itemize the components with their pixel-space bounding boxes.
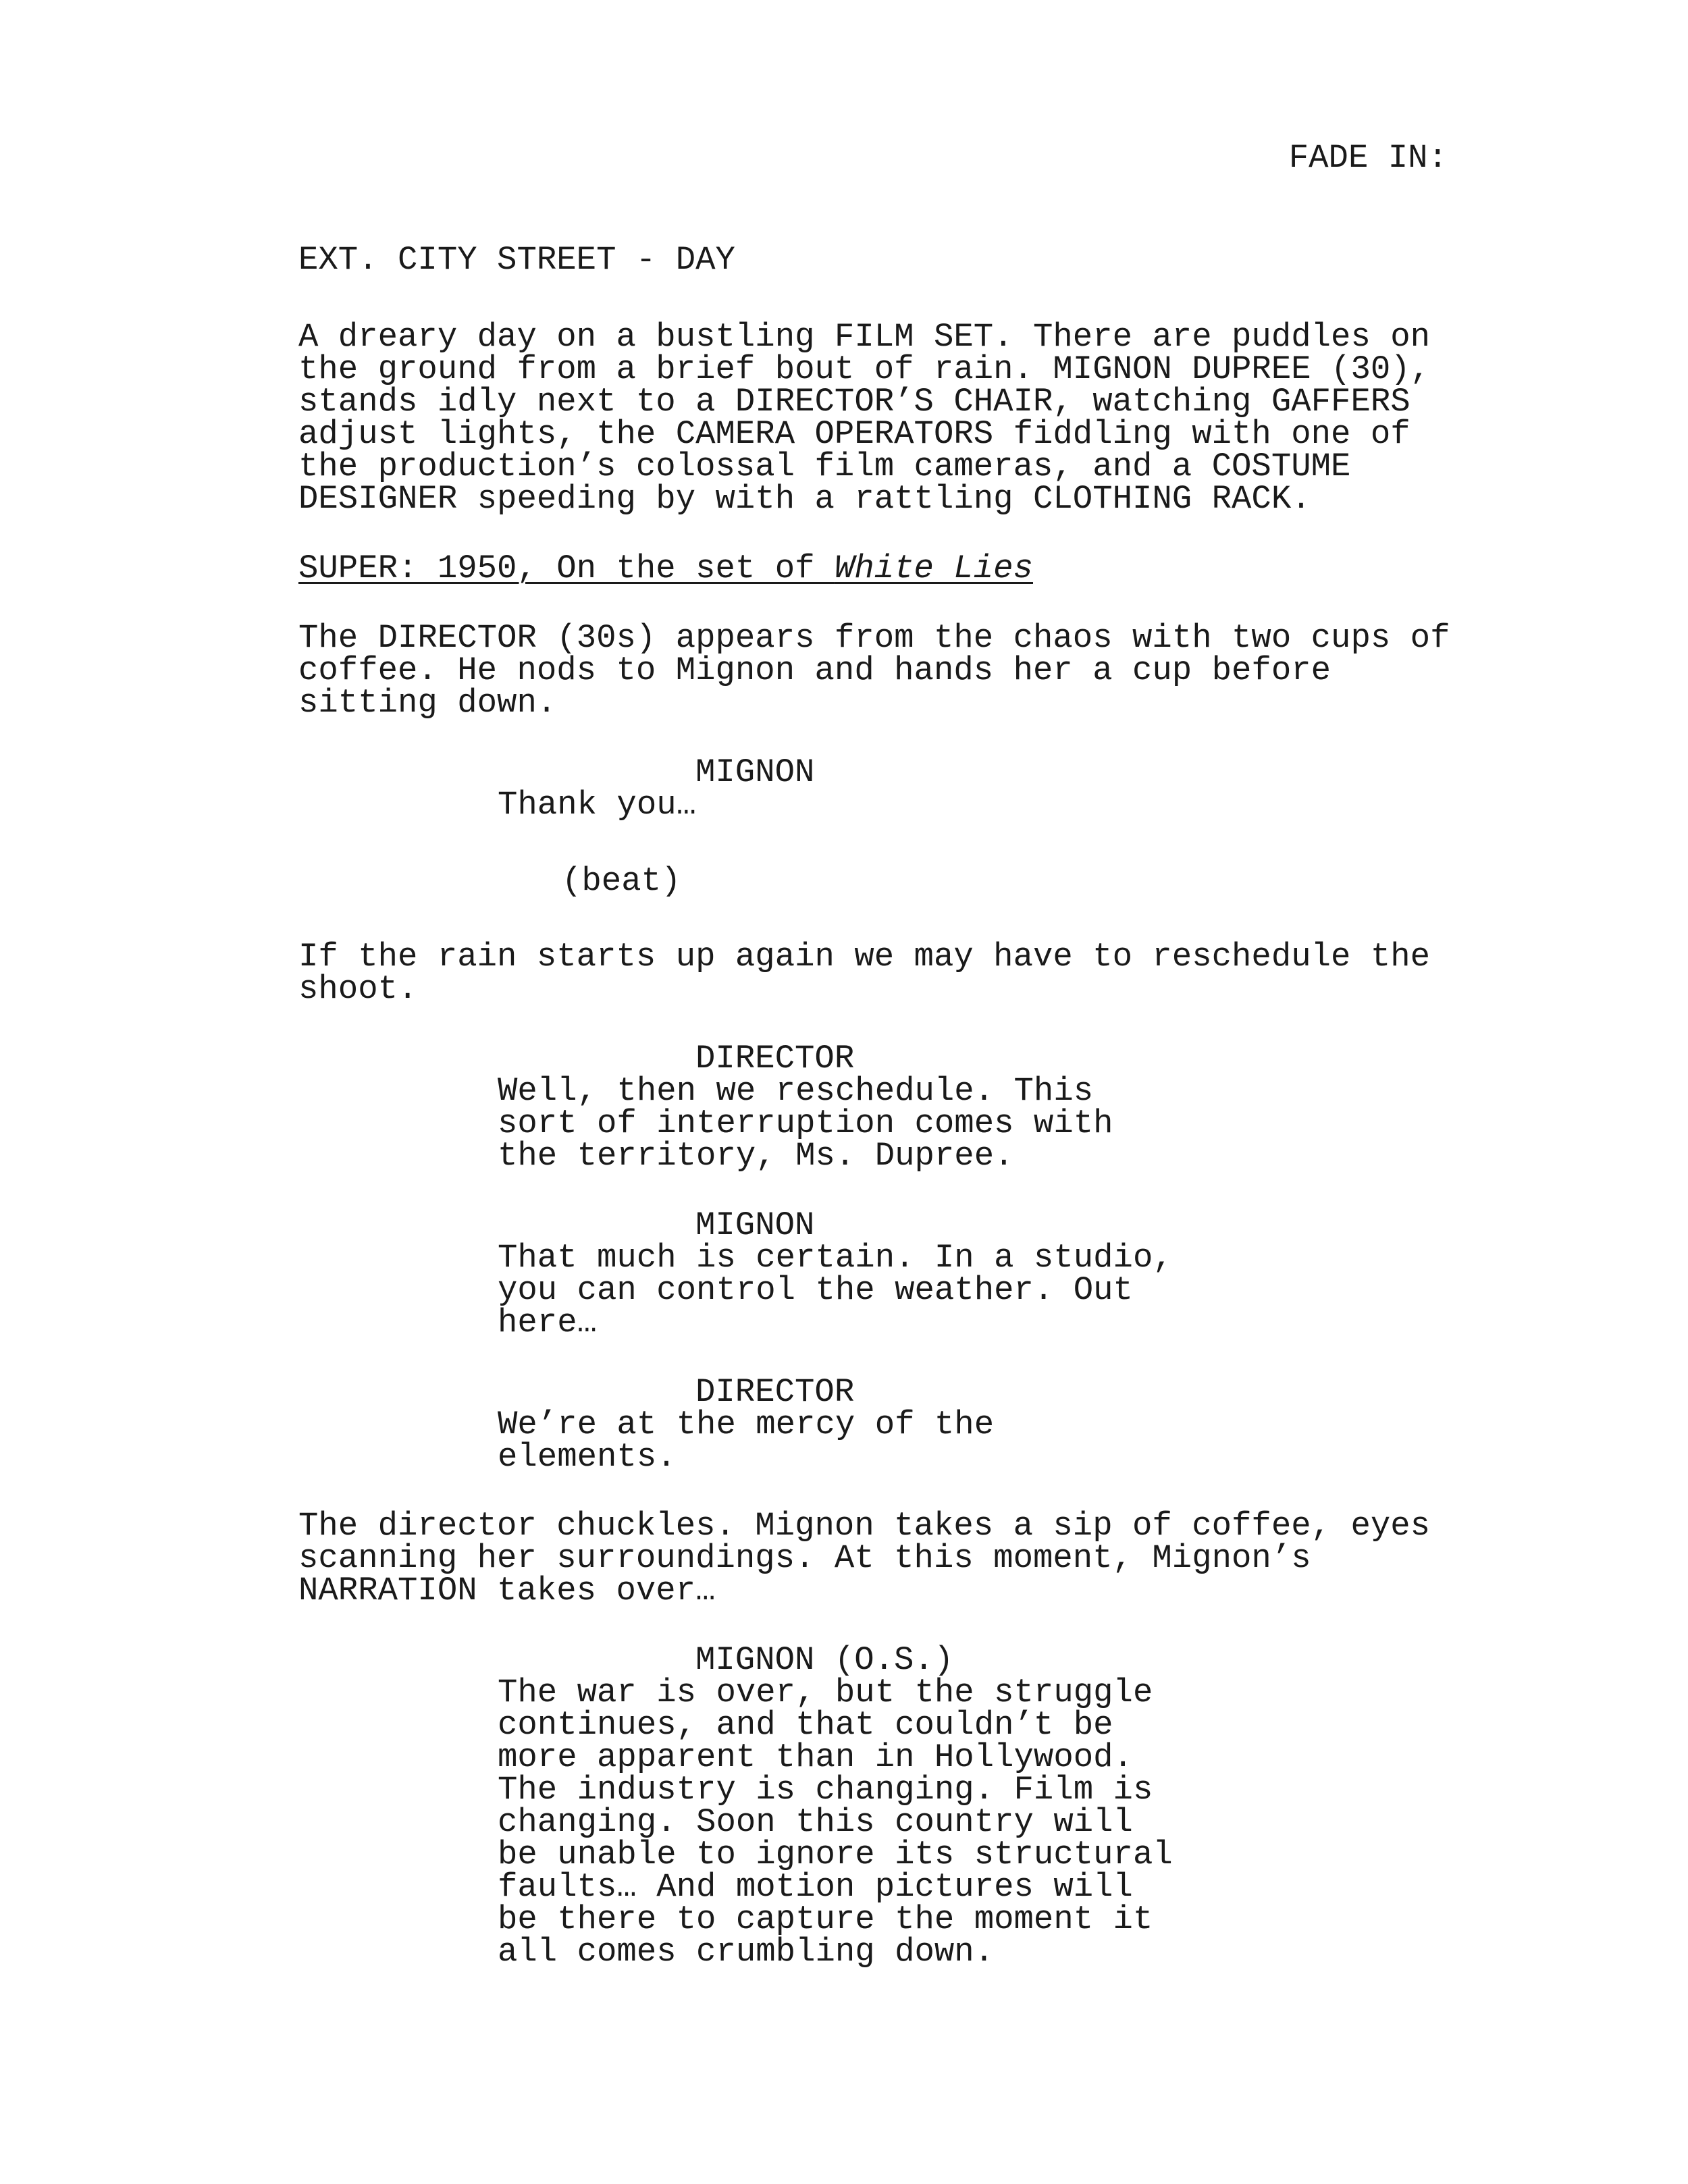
- action-line: shoot.: [298, 970, 418, 1008]
- parenthetical: (beat): [562, 862, 681, 900]
- dialogue-line: We’re at the mercy of the: [498, 1406, 995, 1443]
- dialogue-line: faults… And motion pictures will: [498, 1868, 1133, 1906]
- dialogue-line: changing. Soon this country will: [498, 1803, 1133, 1841]
- scene-heading: EXT. CITY STREET - DAY: [298, 241, 735, 279]
- dialogue-line: The war is over, but the struggle: [498, 1674, 1153, 1711]
- dialogue-line: all comes crumbling down.: [498, 1933, 995, 1971]
- dialogue-line: That much is certain. In a studio,: [498, 1239, 1173, 1277]
- super-film-title: White Lies: [834, 550, 1033, 587]
- character-cue: MIGNON (O.S.): [695, 1641, 954, 1679]
- transition: FADE IN:: [1288, 139, 1448, 177]
- dialogue-line: be there to capture the moment it: [498, 1900, 1153, 1938]
- action-line: the production’s colossal film cameras, and a COSTUME: [298, 448, 1351, 485]
- action-line: NARRATION takes over…: [298, 1572, 716, 1609]
- action-line: the ground from a brief bout of rain. MIGNON DUPREE (30),: [298, 350, 1431, 388]
- character-cue: MIGNON: [695, 753, 815, 791]
- character-cue: MIGNON: [695, 1206, 815, 1244]
- action-line: stands idly next to a DIRECTOR’S CHAIR, watching GAFFERS: [298, 383, 1410, 421]
- dialogue-line: The industry is changing. Film is: [498, 1771, 1153, 1809]
- action-line: sitting down.: [298, 684, 557, 722]
- action-line: The DIRECTOR (30s) appears from the chaos with two cups of: [298, 619, 1450, 657]
- action-line: adjust lights, the CAMERA OPERATORS fiddling with one of: [298, 415, 1410, 453]
- dialogue-line: here…: [498, 1304, 598, 1341]
- dialogue-line: Thank you…: [498, 786, 697, 824]
- dialogue-line: more apparent than in Hollywood.: [498, 1738, 1133, 1776]
- action-line: DESIGNER speeding by with a rattling CLOTHING RACK.: [298, 480, 1311, 518]
- character-cue: DIRECTOR: [695, 1373, 855, 1411]
- action-line: The director chuckles. Mignon takes a sip of coffee, eyes: [298, 1507, 1431, 1545]
- dialogue-line: Well, then we reschedule. This: [498, 1072, 1094, 1110]
- dialogue-line: sort of interruption comes with: [498, 1104, 1113, 1142]
- action-line: scanning her surroundings. At this moment, Mignon’s: [298, 1539, 1311, 1577]
- dialogue-line: elements.: [498, 1438, 677, 1476]
- super-caption: [298, 552, 1033, 585]
- character-cue: DIRECTOR: [695, 1040, 855, 1077]
- dialogue-line: be unable to ignore its structural: [498, 1836, 1173, 1873]
- dialogue-line: you can control the weather. Out: [498, 1271, 1133, 1309]
- dialogue-line: the territory, Ms. Dupree.: [498, 1137, 1014, 1175]
- action-line: coffee. He nods to Mignon and hands her a cup before: [298, 651, 1331, 689]
- action-line: A dreary day on a bustling FILM SET. There are puddles on: [298, 318, 1431, 356]
- super-prefix: SUPER: 1950, On the set of: [298, 550, 835, 587]
- action-line: If the rain starts up again we may have to reschedule the: [298, 938, 1431, 976]
- dialogue-line: continues, and that couldn’t be: [498, 1706, 1113, 1744]
